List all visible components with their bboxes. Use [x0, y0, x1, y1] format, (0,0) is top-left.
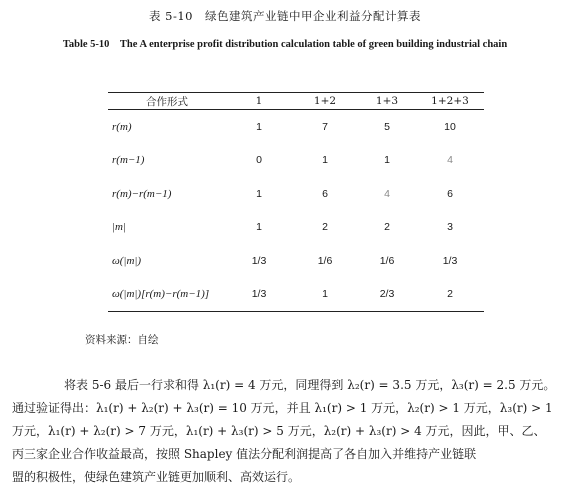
- table-row: [108, 110, 484, 144]
- table-cell: 1/6: [317, 254, 333, 267]
- header-1: 1: [226, 93, 292, 110]
- paragraph-line: 万元，λ₁(r) + λ₂(r) > 7 万元，λ₁(r) + λ₃(r) > 5 万元，λ₂(r) + λ₃(r) > 4 万元，因此，甲、乙、: [12, 424, 546, 438]
- table-cell: 3: [447, 221, 453, 234]
- paragraph-line: 将表 5-6 最后一行求和得 λ₁(r) = 4 万元，同理得到 λ₂(r) = 3.5 万元，λ₃(r) = 2.5 万元。: [64, 378, 556, 392]
- table-cell: 1/6: [379, 254, 395, 267]
- row-label: r(m−1): [112, 154, 145, 167]
- table-caption-en: Table 5-10 The A enterprise profit distribution calculation table of green building industrial chain: [62, 39, 508, 50]
- body-paragraph: [12, 374, 562, 489]
- table-row: [108, 278, 484, 312]
- table-row: [108, 144, 484, 178]
- table-cell: 4: [384, 187, 390, 200]
- table-caption-zh: 表 5-10 绿色建筑产业链中甲企业利益分配计算表: [149, 9, 421, 23]
- table-cell: 1: [256, 187, 262, 200]
- table-cell: 1: [256, 221, 262, 234]
- table-cell: 2: [447, 288, 453, 301]
- table-cell: 7: [322, 120, 328, 133]
- table-cell: 2/3: [379, 288, 395, 301]
- table-cell: 1/3: [251, 254, 267, 267]
- row-label: |m|: [112, 221, 126, 234]
- table-row: [108, 177, 484, 211]
- paragraph-line: 盟的积极性，使绿色建筑产业链更加顺利、高效运行。: [12, 470, 301, 484]
- source-note: 资料来源：自绘: [85, 334, 159, 346]
- table-cell: 1: [384, 154, 390, 167]
- header-1-2-3: 1+2+3: [416, 93, 484, 110]
- table-cell: 1: [256, 120, 262, 133]
- row-label: ω(|m|): [112, 254, 142, 267]
- row-label: r(m): [112, 120, 132, 133]
- paragraph-line: 丙三家企业合作收益最高，按照 Shapley 值法分配利润提高了各自加入并维持产业链联: [12, 447, 477, 461]
- profit-distribution-table: [108, 92, 484, 312]
- table-cell: 2: [384, 221, 390, 234]
- table-header-row: [108, 93, 484, 110]
- table-row: [108, 211, 484, 245]
- paragraph-line: 通过验证得出：λ₁(r) + λ₂(r) + λ₃(r) = 10 万元，并且 λ₁(r) > 1 万元，λ₂(r) > 1 万元，λ₃(r) > 1: [12, 401, 553, 415]
- table-cell: 1: [322, 288, 328, 301]
- table-cell: 1/3: [251, 288, 267, 301]
- table-cell: 6: [322, 187, 328, 200]
- table-cell: 10: [444, 120, 456, 133]
- row-label: ω(|m|)[r(m)−r(m−1)]: [112, 288, 210, 301]
- table-cell: 1/3: [442, 254, 458, 267]
- table-row: [108, 244, 484, 278]
- table-cell: 5: [384, 120, 390, 133]
- header-cooperation-form: 合作形式: [108, 93, 226, 110]
- table-cell: 4: [447, 154, 453, 167]
- table-cell: 6: [447, 187, 453, 200]
- row-label: r(m)−r(m−1): [112, 187, 172, 200]
- table-cell: 1: [322, 154, 328, 167]
- header-1-3: 1+3: [358, 93, 416, 110]
- header-1-2: 1+2: [292, 93, 358, 110]
- table-cell: 2: [322, 221, 328, 234]
- table-cell: 0: [256, 154, 262, 167]
